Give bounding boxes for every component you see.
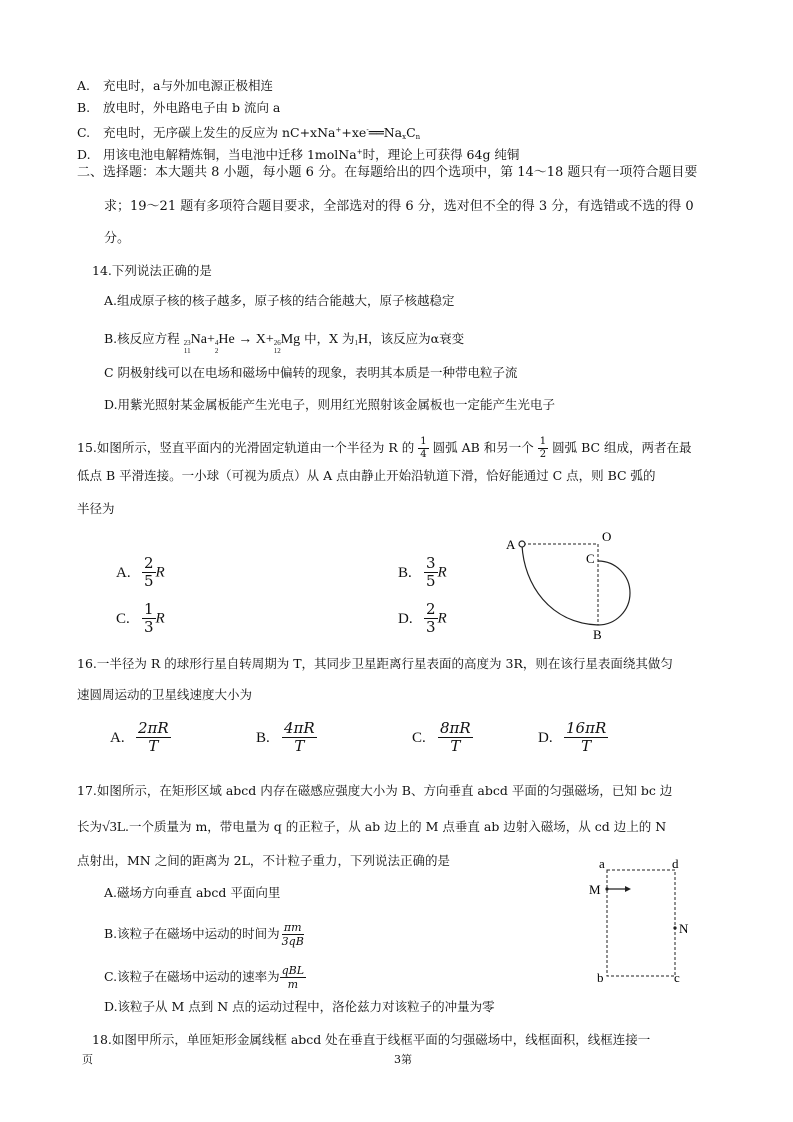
label-n: N — [679, 921, 689, 936]
q14-option-a: A.组成原子核的核子越多，原子核的结合能越大，原子核越稳定 — [104, 293, 455, 308]
fraction-half: $\frac{1}{2}$ — [539, 436, 547, 460]
label-o: O — [602, 529, 612, 544]
fraction-quarter: $\frac{1}{4}$ — [420, 436, 427, 460]
q17-stem-line3: 点射出，MN 之间的距离为 2L，不计粒子重力，下列说法正确的是 — [77, 853, 450, 868]
half-arc-bc — [598, 561, 630, 625]
field-region — [607, 870, 675, 976]
option-c-prev: C. 充电时，无序碳上发生的反应为 $nC+xNa^++xe^-══Na_xC_n$ — [77, 125, 421, 141]
q15-option-b: B. $\frac{3}{5}$ R — [398, 554, 447, 590]
section2-line3: 分。 — [104, 231, 131, 246]
q17-option-a: A.磁场方向垂直 abcd 平面向里 — [104, 885, 281, 900]
label-b: b — [597, 970, 604, 985]
q16-option-c: C. $\frac{8\pi R}{T}$ — [412, 719, 471, 755]
q16-option-b: B. $\frac{4\pi R}{T}$ — [256, 719, 315, 755]
option-d-prev: D. 用该电池电解精炼铜，当电池中迁移 1molNa+时，理论上可获得 64g 纯铜 — [77, 147, 520, 162]
label-c: c — [674, 970, 680, 985]
q16-stem-line1: 16.一半径为 R 的球形行星自转周期为 T，其同步卫星距离行星表面的高度为 3R，则在该行星表面绕其做匀 — [77, 656, 673, 671]
nuclear-equation: 23 11 Na+ 4 2 He → X+ 26 12 Mg — [183, 332, 301, 355]
q15-option-a: A. $\frac{2}{5}$ R — [116, 554, 165, 590]
q17-stem-line2: 长为√3L.一个质量为 m，带电量为 q 的正粒子，从 ab 边上的 M 点垂直 ab 边射入磁场，从 cd 边上的 N — [77, 819, 667, 835]
label-c: C — [586, 551, 595, 566]
q14-option-b: B.核反应方程 23 11 Na+ 4 2 He → X+ 26 12 Mg 中，X 为 1 H，该反应为α衰变 — [104, 331, 465, 355]
point-m — [605, 887, 608, 890]
q15-stem-line3: 半径为 — [77, 501, 115, 516]
section2-line1: 二、选择题：本大题共 8 小题，每小题 6 分。在每题给出的四个选项中，第 14～18 题只有一项符合题目要 — [77, 165, 698, 180]
section2-line2: 求；19～21 题有多项符合题目要求，全部选对的得 6 分，选对但不全的得 3 分，有选错或不选的得 0 — [104, 199, 694, 214]
q17-option-d: D.该粒子从 M 点到 N 点的运动过程中，洛伦兹力对该粒子的冲量为零 — [104, 999, 495, 1014]
footer-page-number: 3第 — [394, 1053, 412, 1066]
q15-option-c: C. $\frac{1}{3}$ R — [116, 600, 165, 636]
q18-stem-line1: 18.如图甲所示，单匝矩形金属线框 abcd 处在垂直于线框平面的匀强磁场中，线框面积，线框连接一 — [92, 1032, 651, 1047]
point-n — [673, 926, 676, 929]
q16-stem-line2: 速圆周运动的卫星线速度大小为 — [77, 687, 253, 702]
q16-option-d: D. $\frac{16\pi R}{T}$ — [538, 719, 607, 755]
label-m: M — [589, 882, 601, 897]
option-a-prev: A. 充电时，a与外加电源正极相连 — [77, 78, 273, 93]
q14-option-d: D.用紫光照射某金属板能产生光电子，则用红光照射该金属板也一定能产生光电子 — [104, 397, 556, 412]
q17-rectangle-diagram — [585, 855, 700, 990]
q14-option-c: C 阴极射线可以在电场和磁场中偏转的现象，表明其本质是一种带电粒子流 — [104, 365, 518, 380]
q14-stem: 14.下列说法正确的是 — [92, 263, 212, 278]
ball-at-a — [519, 541, 525, 547]
q16-option-a: A. $\frac{2\pi R}{T}$ — [110, 719, 169, 755]
footer-left: 页 — [82, 1053, 93, 1066]
q15-option-d: D. $\frac{2}{3}$ R — [398, 600, 447, 636]
q15-stem-line1: 15.如图所示，竖直平面内的光滑固定轨道由一个半径为 R 的 $\frac{1}{4}$ 圆弧 AB 和另一个 $\frac{1}{2}$ 圆弧 BC 组成，两者在最 — [77, 436, 692, 460]
label-b: B — [593, 627, 602, 642]
q17-stem-line1: 17.如图所示，在矩形区域 abcd 内存在磁感应强度大小为 B、方向垂直 abcd 平面的匀强磁场，已知 bc 边 — [77, 783, 673, 798]
label-d: d — [672, 856, 679, 871]
option-b-prev: B. 放电时，外电路电子由 b 流向 a — [77, 100, 281, 115]
q17-option-c: C.该粒子在磁场中运动的速率为 $\frac{\text{qBL}}{m}$ — [104, 964, 305, 991]
velocity-arrowhead — [625, 886, 631, 892]
q15-stem-line2: 低点 B 平滑连接。一小球（可视为质点）从 A 点由静止开始沿轨道下滑，恰好能通过 C 点，则 BC 弧的 — [77, 468, 656, 483]
label-a: a — [599, 856, 605, 871]
q17-option-b: B.该粒子在磁场中运动的时间为 $\frac{\pi m}{3qB}$ — [104, 921, 304, 948]
label-a: A — [506, 537, 516, 552]
q15-track-diagram — [500, 525, 650, 645]
